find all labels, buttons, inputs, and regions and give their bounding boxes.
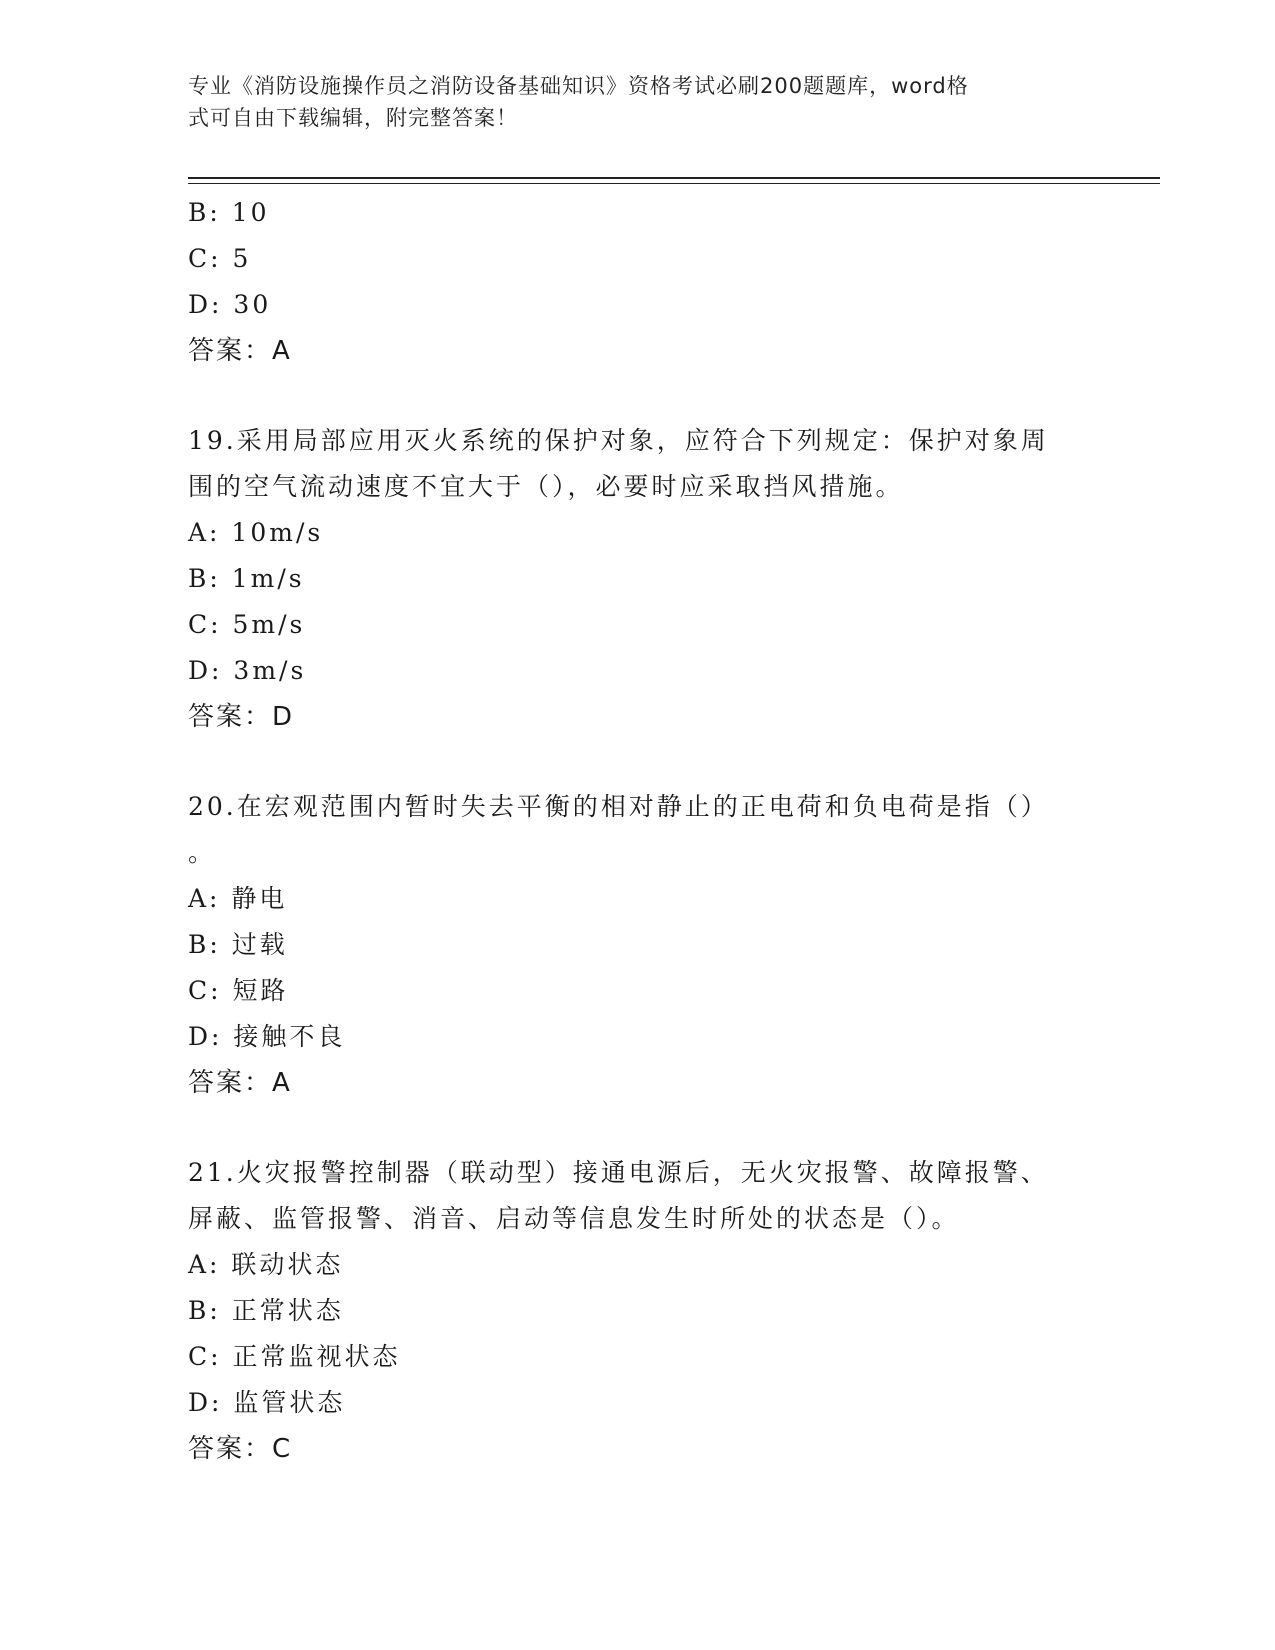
header-line-2: 式可自由下载编辑，附完整答案！ [188, 106, 518, 130]
option-d: D: 监管状态 [188, 1388, 346, 1417]
option-b: B: 过载 [188, 930, 288, 959]
question-stem-line: 21.火灾报警控制器（联动型）接通电源后，无火灾报警、故障报警、 [188, 1158, 1049, 1187]
question-partial [188, 190, 1088, 374]
question-19 [188, 418, 1088, 740]
question-stem-line: 。 [188, 838, 217, 867]
option-c: C: 5 [188, 244, 252, 273]
option-b: B: 1m/s [188, 564, 305, 593]
question-stem-line: 围的空气流动速度不宜大于（），必要时应采取挡风措施。 [188, 472, 904, 501]
question-stem-line: 19.采用局部应用灭火系统的保护对象，应符合下列规定：保护对象周 [188, 426, 1049, 455]
answer-label: 答案：A [188, 1068, 292, 1098]
document-header [188, 70, 1068, 134]
option-a: A: 10m/s [188, 518, 324, 547]
option-b: B: 10 [188, 198, 270, 227]
header-divider-thin [188, 183, 1160, 184]
option-d: D: 3m/s [188, 656, 307, 685]
option-c: C: 正常监视状态 [188, 1342, 401, 1371]
question-list [188, 190, 1088, 1472]
answer-label: 答案：A [188, 336, 292, 366]
question-20 [188, 784, 1088, 1106]
option-c: C: 5m/s [188, 610, 306, 639]
option-d: D: 接触不良 [188, 1022, 346, 1051]
question-stem-line: 20.在宏观范围内暂时失去平衡的相对静止的正电荷和负电荷是指（） [188, 792, 1049, 821]
spacer [188, 374, 1088, 418]
question-21 [188, 1150, 1088, 1472]
spacer [188, 1106, 1088, 1150]
header-divider-thick [188, 177, 1160, 179]
option-d: D: 30 [188, 290, 272, 319]
option-a: A: 静电 [188, 884, 288, 913]
answer-label: 答案：D [188, 702, 295, 732]
option-c: C: 短路 [188, 976, 289, 1005]
spacer [188, 740, 1088, 784]
question-stem-line: 屏蔽、监管报警、消音、启动等信息发生时所处的状态是（）。 [188, 1204, 960, 1233]
answer-label: 答案：C [188, 1434, 293, 1464]
option-b: B: 正常状态 [188, 1296, 344, 1325]
header-line-1: 专业《消防设施操作员之消防设备基础知识》资格考试必刷200题题库，word格 [188, 74, 969, 98]
option-a: A: 联动状态 [188, 1250, 344, 1279]
